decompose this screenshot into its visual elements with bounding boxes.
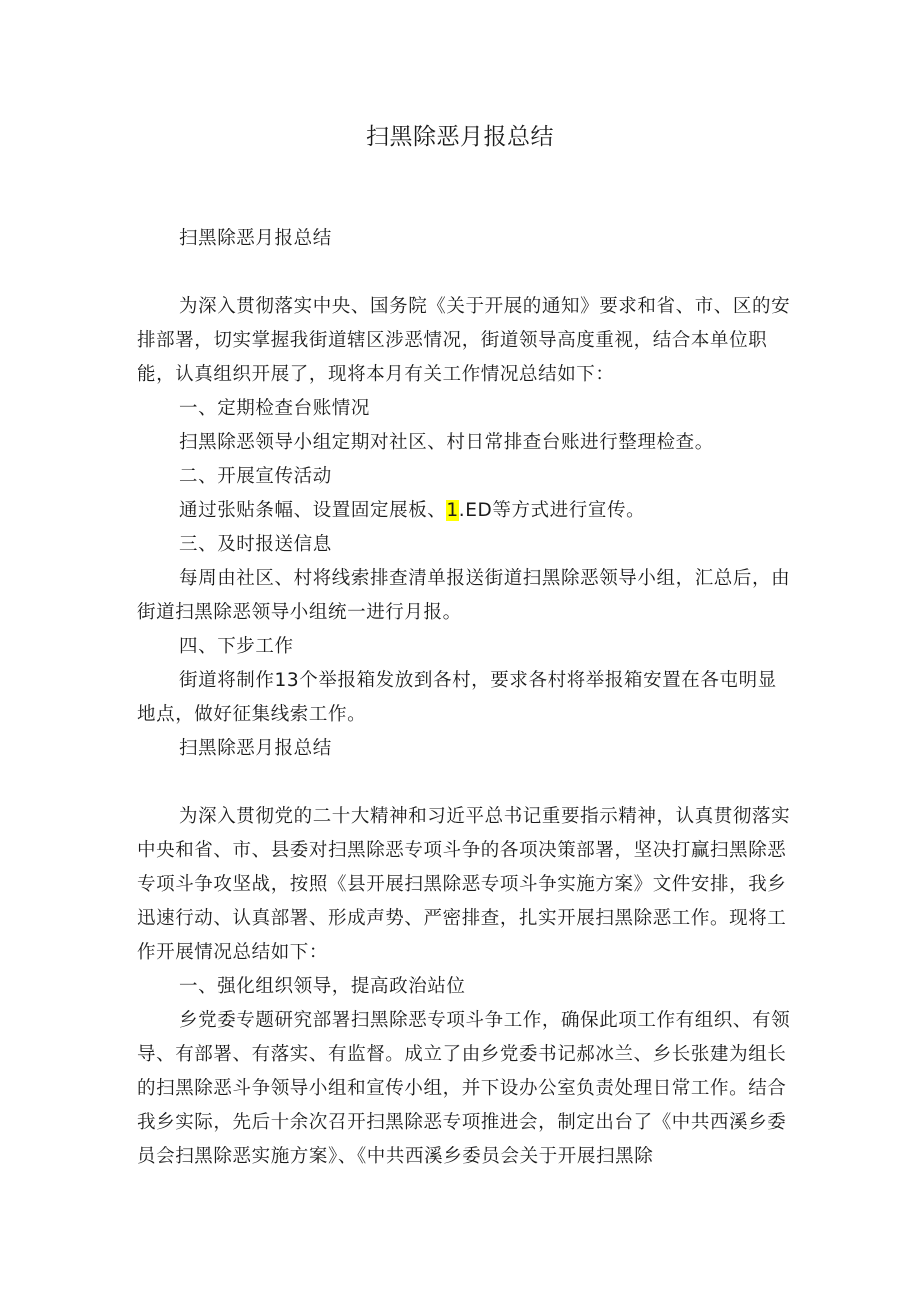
paragraph-2-mid: .ED (458, 500, 493, 521)
paragraph-2-post: 等方式进行宣传。 (492, 500, 646, 521)
paragraph-3: 每周由社区、村将线索排查清单报送街道扫黑除恶领导小组，汇总后，由街道扫黑除恶领导小组统一进行月报。 (137, 568, 791, 623)
section-heading-2: 扫黑除恶月报总结 (179, 738, 332, 759)
paragraph-4-number: 13 (274, 670, 300, 691)
paragraph-1: 扫黑除恶领导小组定期对社区、村日常排查台账进行整理检查。 (179, 432, 714, 453)
paragraph-2-pre: 通过张贴条幅、设置固定展板、 (179, 500, 447, 521)
paragraph-2-1: 乡党委专题研究部署扫黑除恶专项斗争工作，确保此项工作有组织、有领导、有部署、有落实、有监督。成立了由乡党委书记郝冰兰、乡长张建为组长的扫黑除恶斗争领导小组和宣传小组，并下设办公室负责处理日常工作。结合我乡实际，先后十余次召开扫黑除恶专项推进会，制定出台了《中共西溪乡委员会扫黑除恶实施方案》、《中共西溪乡委员会关于开展扫黑除 (137, 1010, 791, 1167)
paragraph-4-post: 个举报箱发放到各村，要求各村将举报箱安置在各屯明显地点，做好征集线索工作。 (137, 670, 777, 725)
section-heading: 扫黑除恶月报总结 (179, 228, 332, 249)
highlighted-text: 1 (446, 500, 459, 521)
paragraph-intro: 为深入贯彻落实中央、国务院《关于开展的通知》要求和省、市、区的安排部署，切实掌握我街道辖区涉恶情况，街道领导高度重视，结合本单位职能，认真组织开展了，现将本月有关工作情况总结如下： (137, 296, 791, 385)
subheading-1: 一、定期检查台账情况 (179, 398, 371, 419)
subheading-2-1: 一、强化组织领导，提高政治站位 (179, 976, 466, 997)
paragraph-4-pre: 街道将制作 (179, 670, 275, 691)
subheading-2: 二、开展宣传活动 (179, 466, 332, 487)
paragraph-2 (137, 494, 793, 528)
document-body (137, 222, 793, 1174)
subheading-3: 三、及时报送信息 (179, 534, 332, 555)
paragraph-4 (137, 664, 793, 732)
document-title: 扫黑除恶月报总结 (366, 124, 554, 150)
paragraph-intro-2: 为深入贯彻党的二十大精神和习近平总书记重要指示精神，认真贯彻落实中央和省、市、县委对扫黑除恶专项斗争的各项决策部署，坚决打赢扫黑除恶专项斗争攻坚战，按照《县开展扫黑除恶专项斗争实施方案》文件安排，我乡迅速行动、认真部署、形成声势、严密排查，扎实开展扫黑除恶工作。现将工作开展情况总结如下： (137, 806, 791, 963)
subheading-4: 四、下步工作 (179, 636, 294, 657)
